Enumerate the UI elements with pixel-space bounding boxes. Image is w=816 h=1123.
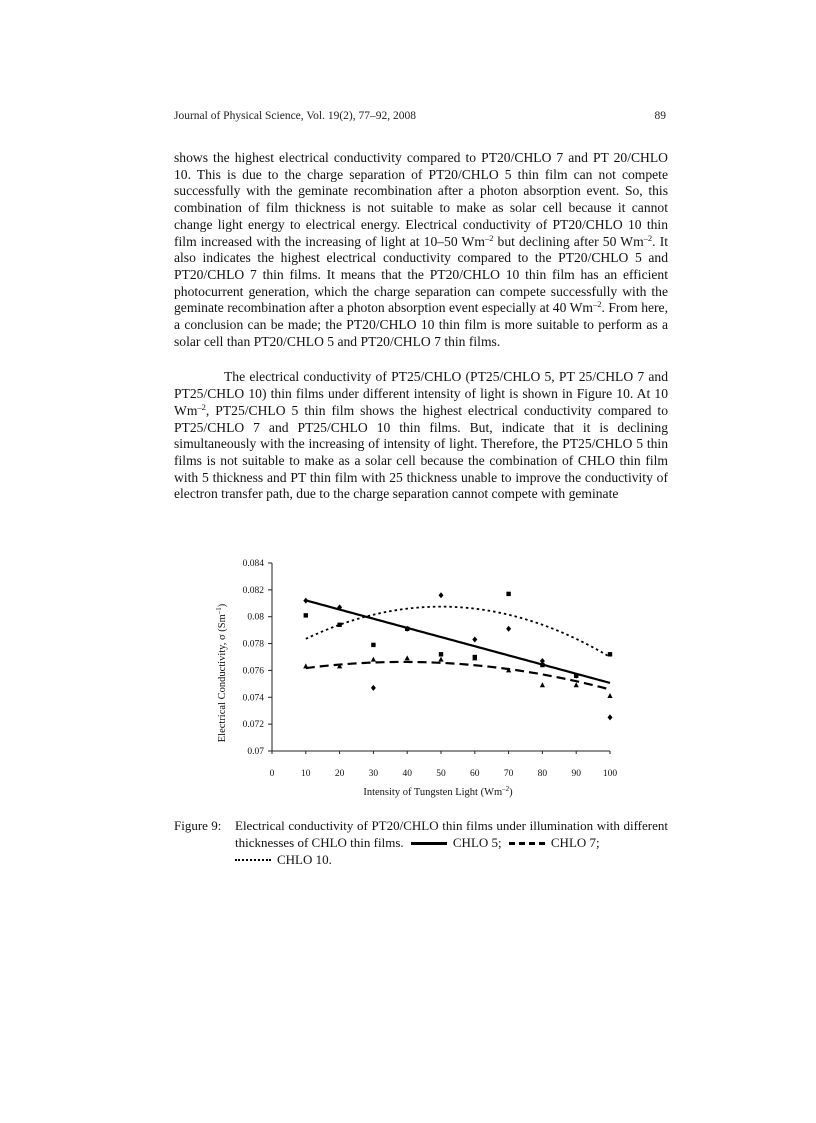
x-tick-label: 0 <box>269 769 275 779</box>
body-text <box>174 150 668 503</box>
x-tick-label: 20 <box>334 769 345 779</box>
paragraph-1-text-1: shows the highest electrical conductivity compared to PT20/CHLO 7 and PT 20/CHLO 10. This is due to the charge separation of PT20/CHLO 5 thin film can not compete successfully with the geminate recombination after a photon absorption event. So, this combination of film thickness is not suitable to make as solar cell because it cannot change light energy to electrical energy. Electrical conductivity of PT20/CHLO 10 thin film increased with the increasing of light at 10–50 Wm <box>174 150 668 249</box>
trend-line-chlo-5 <box>306 600 610 683</box>
data-point-chlo-5 <box>439 592 444 598</box>
paragraph-2 <box>174 369 668 503</box>
data-point-chlo-5 <box>303 598 308 604</box>
legend-chlo7-label: CHLO 7; <box>550 835 600 850</box>
data-point-chlo-10 <box>473 655 477 659</box>
figure-9-chart <box>210 553 630 803</box>
y-tick-label: 0.08 <box>247 612 264 623</box>
unit-superscript: –2 <box>593 299 602 310</box>
x-tick-label: 100 <box>602 769 618 779</box>
caption-text <box>235 817 668 868</box>
legend-dashed-line-icon <box>509 842 545 845</box>
figure-caption <box>174 817 668 868</box>
caption-label: Figure 9: <box>174 818 222 833</box>
legend-solid-line-icon <box>411 842 447 845</box>
data-point-chlo-7 <box>607 693 612 698</box>
y-tick-label: 0.076 <box>242 666 264 677</box>
journal-citation: Journal of Physical Science, Vol. 19(2), 77–92, 2008 <box>174 110 417 122</box>
data-point-chlo-7 <box>574 682 579 687</box>
data-point-chlo-7 <box>438 657 443 662</box>
page-number: 89 <box>654 110 666 122</box>
legend-chlo5-label: CHLO 5; <box>452 835 502 850</box>
trend-line-chlo-7 <box>306 662 610 690</box>
data-point-chlo-7 <box>371 657 376 662</box>
conductivity-chart <box>210 553 630 803</box>
caption-body: Electrical conductivity of PT20/CHLO thin films under illumination with different thicknesses of CHLO thin films. <box>235 818 668 850</box>
data-point-chlo-10 <box>439 652 443 656</box>
paragraph-1 <box>174 150 668 350</box>
data-point-chlo-10 <box>405 627 409 631</box>
y-tick-label: 0.074 <box>242 693 264 704</box>
paragraph-2-text-1: The electrical conductivity of PT25/CHLO (PT25/CHLO 5, PT 25/CHLO 7 and PT25/CHLO 10) thin films under different intensity of light is shown in Figure 10. At 10 Wm <box>174 369 668 418</box>
legend-chlo10-label: CHLO 10. <box>277 852 332 867</box>
data-point-chlo-10 <box>304 613 308 617</box>
data-point-chlo-10 <box>540 663 544 667</box>
data-point-chlo-10 <box>506 592 510 596</box>
x-tick-label: 30 <box>368 769 379 779</box>
y-tick-label: 0.07 <box>247 747 264 757</box>
y-tick-label: 0.072 <box>242 720 264 731</box>
y-tick-label: 0.078 <box>242 639 264 650</box>
x-axis-title: Intensity of Tungsten Light $(Wm^{-2})$ <box>363 785 513 798</box>
data-point-chlo-10 <box>371 643 375 647</box>
trend-line-chlo-10 <box>306 607 610 657</box>
unit-superscript: –2 <box>643 232 653 243</box>
paragraph-1-text-3: . It also indicates the highest electrical conductivity compared to the PT20/CHLO 5 and PT20/CHLO 7 thin films. It means that the PT20/CHLO 10 thin film has an efficient photocurrent generation, which the charge separation can compete successfully with the geminate recombination after a photon absorption event especially at 40 Wm <box>174 233 668 316</box>
paragraph-2-text-2: , PT25/CHLO 5 thin film shows the highest electrical conductivity compared to PT25/CHLO 7 and PT25/CHLO 10 thin films. But, indicate that it is declining simultaneously with the increasing of intensity of light. Therefore, the PT25/CHLO 5 thin films is not suitable to make as a solar cell because the combination of CHLO thin film with 5 thickness and PT thin film with 25 thickness unable to improve the conductivity of electron transfer path, due to the charge separation cannot compete with geminate <box>174 402 668 502</box>
x-tick-label: 60 <box>470 769 480 779</box>
y-tick-label: 0.082 <box>242 585 264 596</box>
x-tick-label: 10 <box>301 769 311 779</box>
x-tick-label: 40 <box>402 769 412 779</box>
x-tick-label: 90 <box>571 769 581 779</box>
y-axis-title: Electrical Conductivity, σ $(Sm^{-1})$ <box>215 603 228 743</box>
paragraph-1-text-2: but declining after 50 Wm <box>493 233 644 249</box>
unit-superscript: –2 <box>484 232 494 243</box>
x-tick-label: 70 <box>503 769 514 779</box>
data-point-chlo-7 <box>303 663 308 668</box>
data-point-chlo-5 <box>506 626 511 632</box>
y-tick-label: 0.084 <box>242 559 264 569</box>
data-point-chlo-5 <box>472 637 477 643</box>
x-tick-label: 80 <box>537 769 548 779</box>
data-point-chlo-5 <box>371 685 376 691</box>
legend-dotted-line-icon <box>235 859 271 861</box>
unit-superscript: –2 <box>197 401 206 412</box>
paragraph-1-text-4: . From here, a conclusion can be made; the PT20/CHLO 10 thin film is more suitable to perform as a solar cell than PT20/CHLO 5 and PT20/CHLO 7 thin films. <box>174 300 668 349</box>
data-point-chlo-7 <box>405 655 410 660</box>
data-point-chlo-5 <box>608 714 613 720</box>
x-tick-label: 50 <box>436 769 446 779</box>
data-point-chlo-10 <box>608 652 612 656</box>
data-point-chlo-10 <box>574 674 578 678</box>
data-point-chlo-10 <box>337 623 341 627</box>
data-point-chlo-7 <box>540 682 545 687</box>
